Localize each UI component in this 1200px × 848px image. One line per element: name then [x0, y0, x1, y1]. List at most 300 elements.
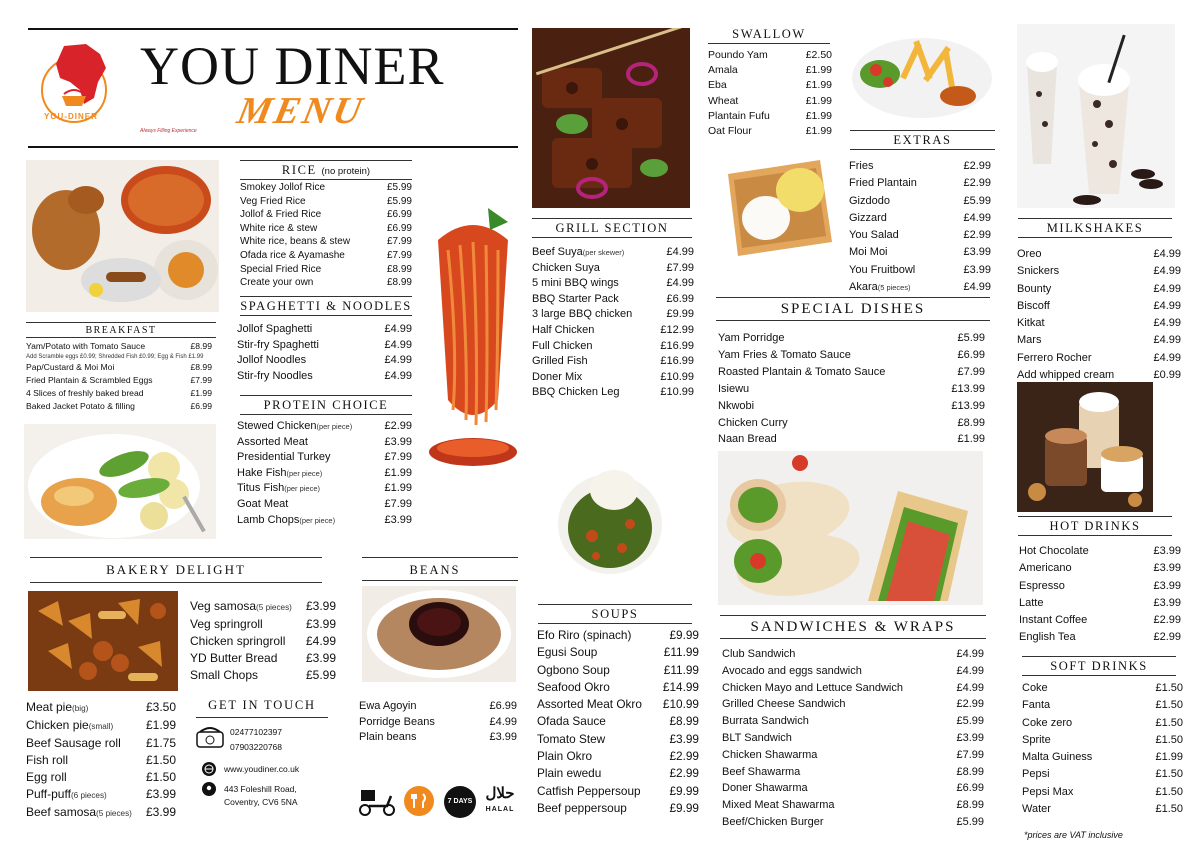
menu-item: [537, 627, 699, 644]
small-chops-photo: [28, 591, 178, 691]
menu-item-name: Assorted Meat: [237, 435, 308, 448]
menu-item-price: £1.50: [1155, 699, 1183, 712]
menu-item: [359, 715, 517, 731]
menu-item: [722, 713, 984, 730]
menu-item-price: £4.99: [384, 369, 412, 382]
menu-item: [532, 385, 694, 401]
menu-item-price: £1.50: [1155, 682, 1183, 694]
logo-text: YOU-DINER: [44, 112, 98, 121]
menu-item-name: Akara(5 pieces): [849, 281, 911, 294]
menu-item-price: £3.99: [305, 651, 336, 665]
menu-item-name: Plain Okro: [537, 749, 593, 764]
milkshake-photo: [1017, 24, 1175, 208]
menu-item-name: Ewa Agoyin: [359, 700, 417, 712]
menu-item-name: BBQ Starter Pack: [532, 292, 619, 305]
menu-item-price: £5.99: [956, 715, 984, 728]
menu-item-name: Moi Moi: [849, 246, 888, 259]
suya-photo: [532, 28, 690, 208]
menu-item: [722, 680, 984, 697]
menu-item: [237, 338, 412, 354]
menu-item: [237, 513, 412, 529]
menu-item: [532, 370, 694, 386]
menu-item-price: £4.99: [956, 681, 984, 694]
menu-item: [190, 616, 336, 633]
menu-item: [26, 361, 212, 374]
menu-item-name: Americano: [1019, 562, 1072, 575]
menu-item-price: £2.99: [1153, 614, 1181, 627]
menu-item: [1017, 246, 1181, 263]
menu-item: [26, 699, 176, 717]
menu-item-price: £8.99: [956, 799, 984, 812]
bakery-bottom-list: [26, 699, 176, 822]
menu-item-name: Add Scramble eggs £0.99; Shredded Fish £0.99; Egg & Fish £1.99: [26, 354, 204, 360]
delivery-scooter-icon: [357, 786, 397, 816]
menu-item-name: Assorted Meat Okro: [537, 697, 642, 712]
menu-item-price: £4.99: [666, 246, 694, 258]
menu-item-name: Pepsi: [1022, 768, 1050, 781]
menu-item-price: £4.99: [1153, 265, 1181, 278]
menu-item: [1019, 560, 1181, 577]
menu-item: [26, 752, 176, 769]
menu-item-name: Beef samosa(5 pieces): [26, 805, 132, 819]
menu-item-name: White rice, beans & stew: [240, 236, 351, 248]
menu-item: [722, 730, 984, 747]
swallow-photo: [720, 152, 838, 260]
menu-item-name: Tomato Stew: [537, 731, 606, 746]
fries-photo: [850, 24, 993, 122]
menu-item: [1019, 612, 1181, 629]
menu-item-price: £1.50: [1155, 803, 1183, 816]
menu-item-name: Stewed Chicken(per piece): [237, 420, 353, 432]
menu-item: [849, 244, 991, 261]
menu-item-name: Veg samosa(5 pieces): [190, 599, 292, 613]
menu-item: [708, 109, 832, 124]
menu-item-name: Malta Guiness: [1022, 751, 1093, 764]
coffee-photo: [1017, 382, 1153, 512]
menu-item-name: Wheat: [708, 94, 739, 107]
soft-drinks-list: [1022, 680, 1183, 818]
beans-rule-top: [362, 557, 518, 558]
menu-item-price: £1.99: [957, 433, 985, 446]
menu-item: [240, 181, 412, 195]
menu-item-name: Jollof Spaghetti: [237, 323, 313, 335]
menu-item-name: Baked Jacket Potato & filling: [26, 401, 135, 411]
menu-item-price: £8.99: [386, 263, 412, 275]
menu-item-price: £4.99: [1153, 334, 1181, 347]
menu-item: [240, 222, 412, 236]
menu-item-price: £1.99: [805, 109, 832, 122]
menu-item-name: Titus Fish(per piece): [237, 482, 320, 495]
menu-item-name: Beef peppersoup: [537, 800, 627, 815]
menu-item-name: Ofada Sauce: [537, 714, 606, 729]
address-line-1: 443 Foleshill Road,: [224, 784, 297, 794]
menu-item: [237, 419, 412, 435]
phone-1[interactable]: 02477102397: [230, 727, 283, 737]
menu-item-name: Burrata Sandwich: [722, 715, 809, 728]
extras-title: EXTRAS: [850, 130, 995, 150]
menu-item-price: £3.99: [384, 435, 412, 448]
menu-item-name: Poundo Yam: [708, 49, 768, 61]
menu-item-price: £4.99: [963, 281, 991, 294]
menu-item-price: £1.50: [1155, 733, 1183, 746]
menu-item-price: £3.99: [669, 731, 699, 746]
menu-item-name: Porridge Beans: [359, 715, 435, 728]
location-icon: [202, 782, 216, 798]
menu-item: [1019, 629, 1181, 646]
menu-item-price: £4.99: [963, 211, 991, 224]
grill-title: GRILL SECTION: [532, 218, 692, 238]
menu-item-price: £3.99: [305, 599, 336, 613]
breakfast-photo: [26, 160, 219, 312]
menu-item: [849, 158, 991, 175]
jacket-potato-photo: [24, 424, 216, 539]
rice-list: [240, 181, 412, 290]
menu-item-price: £3.99: [145, 787, 176, 801]
menu-item: [359, 730, 517, 746]
menu-item-name: Gizdodo: [849, 194, 890, 207]
swallow-title: SWALLOW: [708, 25, 830, 44]
menu-item-name: Fried Plantain: [849, 177, 917, 190]
menu-item-price: £4.99: [305, 634, 336, 648]
menu-item: [532, 307, 694, 323]
menu-item-name: Water: [1022, 803, 1051, 816]
menu-item-name: Ofada rice & Ayamashe: [240, 249, 345, 261]
menu-item: [849, 175, 991, 192]
menu-item: [537, 679, 699, 696]
menu-item: [26, 340, 212, 353]
menu-item-note: (big): [72, 704, 89, 713]
menu-item-price: £7.99: [386, 236, 412, 248]
menu-item-price: £4.99: [384, 354, 412, 367]
hot-drinks-title: HOT DRINKS: [1018, 516, 1172, 536]
menu-item-price: £6.99: [386, 222, 412, 234]
beans-rule-bottom: [362, 580, 518, 581]
menu-item-price: £3.99: [963, 246, 991, 259]
menu-item-price: £10.99: [662, 697, 699, 712]
menu-item-price: £7.99: [190, 375, 212, 385]
menu-item-name: Isiewu: [718, 382, 750, 395]
menu-item-name: Yam/Potato with Tomato Sauce: [26, 341, 146, 351]
menu-item-price: £3.99: [1153, 562, 1181, 575]
breakfast-list: [26, 340, 212, 413]
menu-item-price: £10.99: [660, 386, 694, 399]
rice-title: RICE (no protein): [240, 160, 412, 180]
menu-item-name: BLT Sandwich: [722, 731, 792, 744]
menu-item-price: £7.99: [386, 249, 412, 261]
menu-item: [237, 481, 412, 497]
beans-photo: [362, 586, 516, 682]
menu-item-name: Beef Sausage roll: [26, 736, 121, 750]
menu-item: [1019, 543, 1181, 560]
menu-item-name: Plain beans: [359, 731, 417, 744]
menu-item-name: Egg roll: [26, 770, 67, 784]
address-line-2: Coventry, CV6 5NA: [224, 797, 298, 807]
menu-item: [537, 696, 699, 713]
menu-item-price: £2.99: [956, 698, 984, 711]
halal-badge: HALAL: [485, 806, 515, 813]
menu-item: [718, 398, 985, 415]
menu-item-name: Grilled Fish: [532, 355, 588, 368]
menu-item: [1022, 801, 1183, 818]
menu-item-price: £6.99: [956, 782, 984, 795]
menu-item-price: £13.99: [951, 382, 985, 395]
menu-item-price: £5.99: [956, 815, 984, 828]
menu-item-name: Seafood Okro: [537, 679, 610, 694]
menu-item: [1017, 350, 1181, 367]
menu-item-price: £3.99: [1153, 579, 1181, 592]
menu-item-price: £6.99: [386, 209, 412, 221]
menu-item: [849, 193, 991, 210]
menu-item-price: £8.99: [957, 416, 985, 429]
bakery-rule-top: [30, 557, 322, 558]
special-list: [718, 330, 985, 448]
menu-item-price: £1.99: [384, 466, 412, 479]
menu-item-price: £3.50: [145, 700, 176, 714]
menu-item-name: Bounty: [1017, 282, 1052, 295]
menu-item-name: Fish roll: [26, 753, 69, 767]
menu-item: [722, 663, 984, 680]
brand-tagline: Always Filling Experience: [140, 128, 197, 134]
menu-item: [359, 699, 517, 715]
contact-rule: [196, 717, 328, 718]
menu-item-name: Chicken Shawarma: [722, 748, 818, 761]
menu-item-name: Yam Fries & Tomato Sauce: [718, 348, 851, 361]
menu-item-name: Club Sandwich: [722, 648, 796, 660]
menu-item: [240, 249, 412, 263]
menu-item-name: Veg springroll: [190, 617, 263, 631]
menu-item-name: Doner Mix: [532, 370, 583, 383]
menu-item: [532, 323, 694, 339]
menu-item: [532, 354, 694, 370]
menu-item: [532, 292, 694, 308]
menu-item-price: £2.99: [963, 177, 991, 190]
web-icon: [202, 762, 216, 776]
menu-item-price: £4.99: [489, 715, 517, 728]
menu-item: [1019, 578, 1181, 595]
menu-item-name: 5 mini BBQ wings: [532, 277, 619, 290]
menu-item-note: (6 pieces): [70, 791, 107, 800]
menu-item-price: £5.99: [386, 182, 412, 193]
menu-item-name: Roasted Plantain & Tomato Sauce: [718, 365, 886, 378]
menu-item-name: Snickers: [1017, 265, 1060, 278]
menu-item-price: £6.99: [489, 700, 517, 712]
menu-item: [190, 598, 336, 616]
menu-item-name: Mars: [1017, 334, 1042, 347]
menu-item-name: Instant Coffee: [1019, 614, 1088, 627]
breakfast-title: BREAKFAST: [26, 322, 216, 338]
menu-item: [26, 374, 212, 387]
menu-item-price: £8.99: [190, 362, 212, 372]
menu-item-price: £1.75: [145, 736, 176, 750]
menu-item-name: Fries: [849, 160, 874, 172]
menu-item: [718, 431, 985, 448]
hot-drinks-list: [1019, 543, 1181, 647]
menu-item-price: £5.99: [386, 195, 412, 207]
menu-item-name: Hot Chocolate: [1019, 545, 1089, 557]
menu-item-note: (5 pieces): [96, 809, 132, 818]
menu-word: MENU: [233, 90, 369, 132]
halal-badge-arabic: حلال: [485, 785, 515, 802]
menu-item-price: £8.99: [190, 341, 212, 351]
menu-item-price: £1.99: [805, 64, 832, 77]
menu-item-note: (per piece): [316, 422, 353, 431]
menu-item-price: £13.99: [951, 399, 985, 412]
menu-item-name: Small Chops: [190, 668, 259, 682]
brand-logo: [34, 38, 126, 130]
beans-title: BEANS: [409, 563, 461, 577]
menu-item: [708, 78, 832, 93]
menu-item: [237, 353, 412, 369]
menu-item-price: £7.99: [384, 451, 412, 464]
menu-item: [1022, 784, 1183, 801]
menu-item-name: Pap/Custard & Moi Moi: [26, 362, 115, 372]
menu-item-price: £2.99: [963, 229, 991, 242]
menu-item-name: Ferrero Rocher: [1017, 351, 1092, 364]
menu-item: [722, 646, 984, 663]
soups-list: [537, 627, 699, 817]
menu-item: [26, 400, 212, 413]
menu-item-name: Oreo: [1017, 248, 1042, 260]
menu-item: [537, 748, 699, 765]
menu-item-name: Coke: [1022, 682, 1048, 694]
menu-item-name: Hake Fish(per piece): [237, 466, 323, 479]
menu-item-name: Nkwobi: [718, 399, 755, 412]
extras-list: [849, 158, 991, 296]
menu-item: [237, 466, 412, 482]
special-title: SPECIAL DISHES: [716, 297, 990, 321]
menu-item-price: £1.99: [1155, 751, 1183, 764]
menu-item-price: £1.50: [145, 770, 176, 784]
menu-item-price: £7.99: [384, 497, 412, 510]
menu-item: [240, 235, 412, 249]
menu-item: [532, 276, 694, 292]
menu-item-name: Stir-fry Spaghetti: [237, 338, 319, 351]
menu-item-price: £2.99: [1153, 631, 1181, 644]
menu-item-price: £7.99: [666, 261, 694, 274]
menu-item: [722, 696, 984, 713]
menu-item-price: £3.99: [963, 263, 991, 276]
menu-item-price: £1.50: [145, 753, 176, 767]
menu-item-price: £1.99: [190, 388, 212, 398]
menu-item-price: £3.99: [384, 513, 412, 526]
menu-item-note: (per piece): [286, 468, 323, 478]
menu-item-price: £3.99: [489, 731, 517, 744]
menu-item-note: (5 pieces): [256, 603, 292, 612]
menu-item-price: £11.99: [663, 645, 699, 660]
menu-item: [537, 800, 699, 817]
menu-item-name: Meat pie(big): [26, 700, 89, 714]
menu-item: [722, 814, 984, 831]
milkshakes-list: [1017, 246, 1181, 384]
menu-item-price: £2.99: [669, 766, 699, 781]
menu-item-price: £2.99: [669, 749, 699, 764]
menu-item-price: £4.99: [384, 338, 412, 351]
menu-item-name: Veg Fried Rice: [240, 195, 306, 207]
menu-item-name: Chicken Suya: [532, 261, 600, 274]
menu-item-name: Avocado and eggs sandwich: [722, 664, 862, 677]
menu-item-name: Naan Bread: [718, 433, 777, 446]
menu-item: [190, 633, 336, 650]
phone-icon: [196, 726, 224, 748]
spaghetti-photo: [428, 200, 518, 472]
menu-item: [240, 276, 412, 290]
menu-item-name: Fanta: [1022, 699, 1051, 712]
menu-item-price: £11.99: [663, 662, 699, 677]
menu-item-price: £3.99: [145, 805, 176, 819]
menu-item-name: Lamb Chops(per piece): [237, 513, 336, 526]
website-link[interactable]: www.youdiner.co.uk: [224, 764, 300, 774]
menu-item-name: Beef Suya(per skewer): [532, 246, 625, 258]
menu-item-note: (per piece): [299, 515, 336, 525]
bakery-right-list: [190, 598, 336, 684]
sandwich-photo: [718, 451, 983, 605]
spaghetti-title: SPAGHETTI & NOODLES: [240, 296, 412, 316]
menu-item: [537, 731, 699, 748]
menu-item-price: £4.99: [384, 323, 412, 335]
menu-item-name: Chicken pie(small): [26, 718, 114, 732]
menu-item: [1022, 680, 1183, 697]
menu-item-price: £1.99: [384, 482, 412, 495]
menu-item-name: YD Butter Bread: [190, 651, 278, 665]
sandwiches-title: SANDWICHES & WRAPS: [720, 615, 986, 639]
soft-drinks-title: SOFT DRINKS: [1022, 656, 1176, 676]
menu-item: [849, 227, 991, 244]
swallow-list: [708, 48, 832, 139]
menu-item-price: £1.50: [1155, 785, 1183, 798]
menu-item-name: Ogbono Soup: [537, 662, 610, 677]
menu-item-name: Latte: [1019, 596, 1044, 609]
menu-item-name: Pepsi Max: [1022, 785, 1074, 798]
menu-item: [1022, 749, 1183, 766]
menu-item-name: Stir-fry Noodles: [237, 369, 313, 382]
menu-item-note: (per piece): [284, 484, 320, 494]
menu-item-name: Catfish Peppersoup: [537, 783, 641, 798]
menu-item: [722, 780, 984, 797]
menu-item-price: £9.99: [669, 628, 699, 642]
vat-footnote: *prices are VAT inclusive: [1024, 830, 1123, 840]
spaghetti-list: [237, 322, 412, 384]
protein-list: [237, 419, 412, 528]
menu-item-price: £8.99: [386, 277, 412, 289]
soups-title: SOUPS: [538, 604, 692, 624]
menu-item-name: Fried Plantain & Scrambled Eggs: [26, 375, 153, 385]
menu-item: [1022, 715, 1183, 732]
menu-item-price: £1.99: [805, 125, 832, 138]
menu-item: [849, 262, 991, 279]
menu-item-price: £4.99: [1153, 351, 1181, 364]
menu-item: [190, 667, 336, 684]
menu-item-name: Smokey Jollof Rice: [240, 182, 326, 193]
menu-item-price: £5.99: [305, 668, 336, 682]
menu-item: [26, 353, 212, 361]
menu-item-price: £4.99: [956, 664, 984, 677]
menu-item: [849, 210, 991, 227]
phone-2[interactable]: 07903220768: [230, 742, 283, 752]
menu-item-price: £2.99: [384, 420, 412, 432]
menu-item: [237, 369, 412, 385]
menu-item-price: £2.99: [963, 160, 991, 172]
menu-item-name: Jollof Noodles: [237, 354, 307, 367]
menu-item-price: £6.99: [666, 292, 694, 305]
menu-item-name: Chicken Mayo and Lettuce Sandwich: [722, 681, 903, 694]
menu-item-name: Eba: [708, 79, 727, 92]
menu-item-note: (5 pieces): [877, 283, 911, 293]
menu-item: [1017, 298, 1181, 315]
menu-item-price: £3.99: [1153, 545, 1181, 557]
menu-item: [722, 764, 984, 781]
menu-item-name: 4 Slices of freshly baked bread: [26, 388, 144, 398]
menu-item-price: £5.99: [957, 332, 985, 344]
